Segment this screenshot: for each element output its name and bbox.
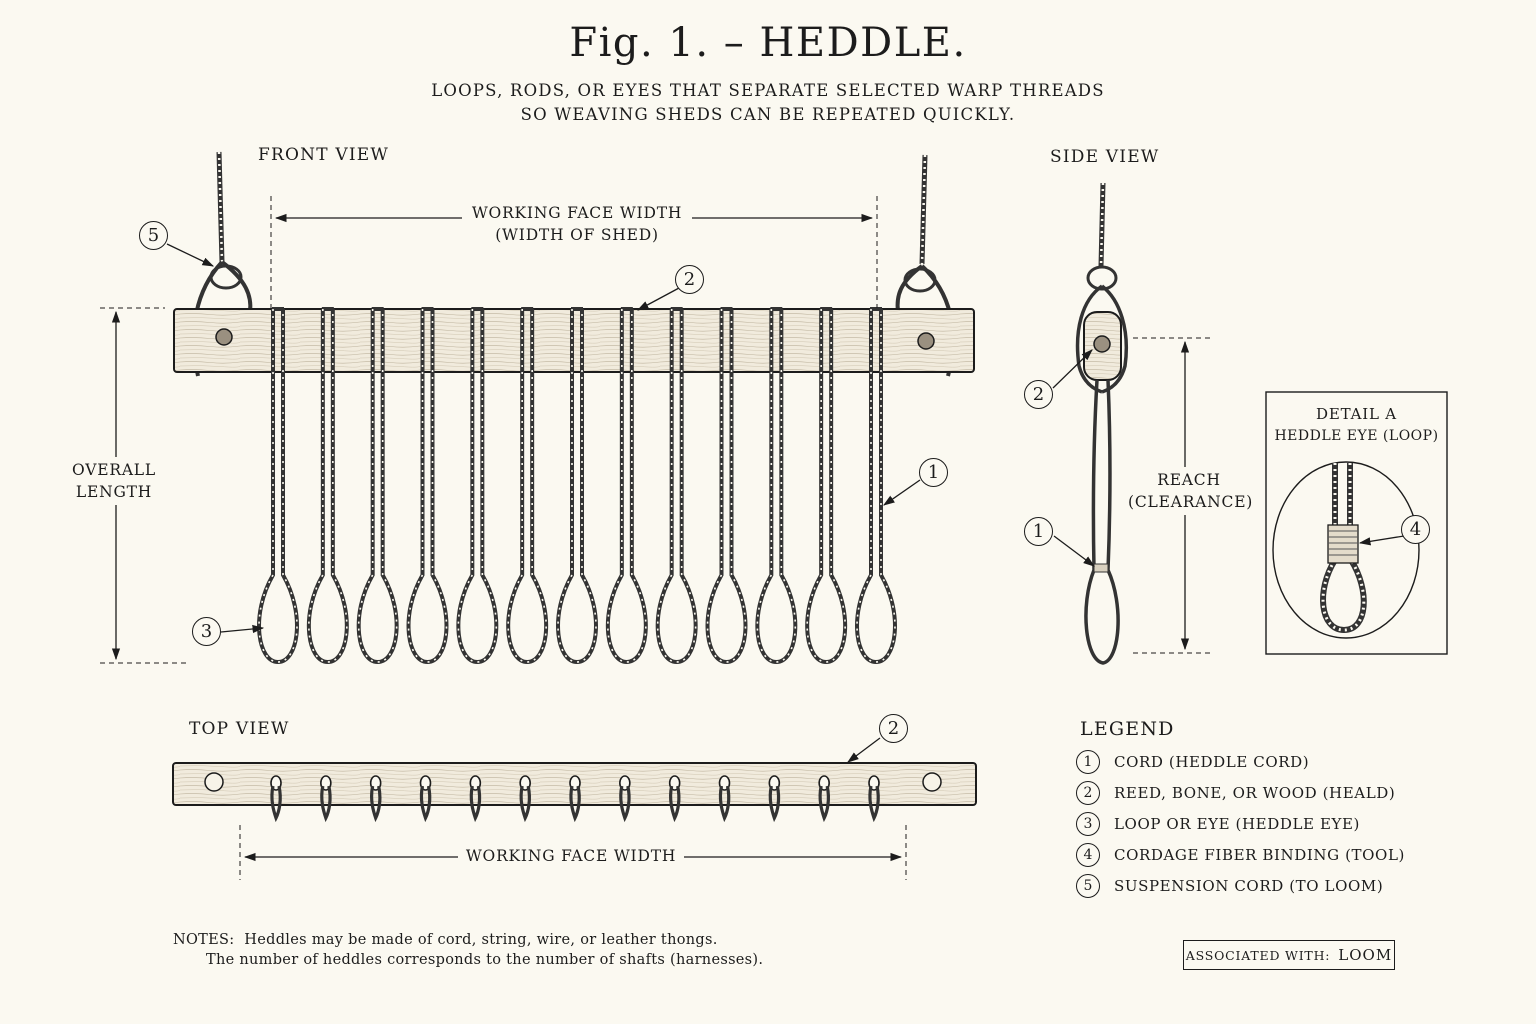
working-width-label-line-2: (WIDTH OF SHED) — [495, 226, 659, 244]
reach-label-line-2: (CLEARANCE) — [1128, 493, 1254, 511]
callout-1-front: 1 — [919, 458, 948, 487]
associated-label: ASSOCIATED WITH: — [1185, 947, 1331, 963]
legend-label: REED, BONE, OR WOOD (HEALD) — [1114, 784, 1396, 802]
top-view-label: TOP VIEW — [189, 719, 290, 739]
notes — [173, 930, 763, 970]
callout-2-side: 2 — [1024, 380, 1053, 409]
side-view — [1053, 183, 1213, 663]
legend-label: SUSPENSION CORD (TO LOOM) — [1114, 877, 1384, 895]
legend-item — [1076, 750, 1309, 774]
callout-5-front: 5 — [139, 221, 168, 250]
overall-length-label-line-2: LENGTH — [75, 483, 153, 501]
reach-label — [1124, 467, 1254, 515]
legend-title: LEGEND — [1080, 718, 1175, 740]
figure-subtitle-line-2: SO WEAVING SHEDS CAN BE REPEATED QUICKLY. — [520, 105, 1016, 124]
legend-number: 4 — [1076, 843, 1100, 867]
legend-number: 3 — [1076, 812, 1100, 836]
reach-label-line-1: REACH — [1157, 471, 1221, 489]
callout-2-front: 2 — [675, 265, 704, 294]
top-hole-right — [923, 773, 941, 791]
top-hole-left — [205, 773, 223, 791]
legend-item — [1076, 843, 1405, 867]
legend-label: LOOP OR EYE (HEDDLE EYE) — [1114, 815, 1361, 833]
legend-number: 1 — [1076, 750, 1100, 774]
notes-line-2: The number of heddles corresponds to the number of shafts (harnesses). — [206, 952, 764, 968]
callout-2-top: 2 — [879, 714, 908, 743]
side-view-label: SIDE VIEW — [1050, 147, 1160, 167]
top-working-width-label: WORKING FACE WIDTH — [458, 847, 684, 865]
legend-item — [1076, 874, 1383, 898]
legend-number: 5 — [1076, 874, 1100, 898]
bar-peg-right — [918, 333, 934, 349]
front-view-label: FRONT VIEW — [258, 145, 390, 165]
associated-with-box — [1183, 940, 1395, 970]
working-width-label-line-1: WORKING FACE WIDTH — [471, 204, 683, 222]
legend-item — [1076, 781, 1395, 805]
callout-4-detail: 4 — [1401, 515, 1430, 544]
overall-length-label-line-1: OVERALL — [72, 461, 156, 479]
callout-1-side: 1 — [1024, 517, 1053, 546]
overall-length-label — [64, 457, 164, 505]
legend-label: CORD (HEDDLE CORD) — [1114, 753, 1310, 771]
detail-subtitle: HEDDLE EYE (LOOP) — [1274, 428, 1439, 444]
callout-3-front: 3 — [192, 617, 221, 646]
detail-title: DETAIL A — [1316, 405, 1397, 423]
side-heddle-cord — [1086, 380, 1118, 663]
notes-label: NOTES: — [173, 932, 235, 948]
figure-subtitle-line-1: LOOPS, RODS, OR EYES THAT SEPARATE SELECTED WARP THREADS — [431, 81, 1105, 100]
associated-value: LOOM — [1338, 946, 1393, 964]
working-width-label — [462, 204, 692, 244]
bar-peg-left — [216, 329, 232, 345]
side-peg — [1094, 336, 1110, 352]
legend-label: CORDAGE FIBER BINDING (TOOL) — [1114, 846, 1405, 864]
notes-line-1: Heddles may be made of cord, string, wire, or leather thongs. — [244, 932, 718, 948]
legend-item — [1076, 812, 1360, 836]
legend-number: 2 — [1076, 781, 1100, 805]
figure-title: Fig. 1. – HEDDLE. — [569, 20, 967, 66]
